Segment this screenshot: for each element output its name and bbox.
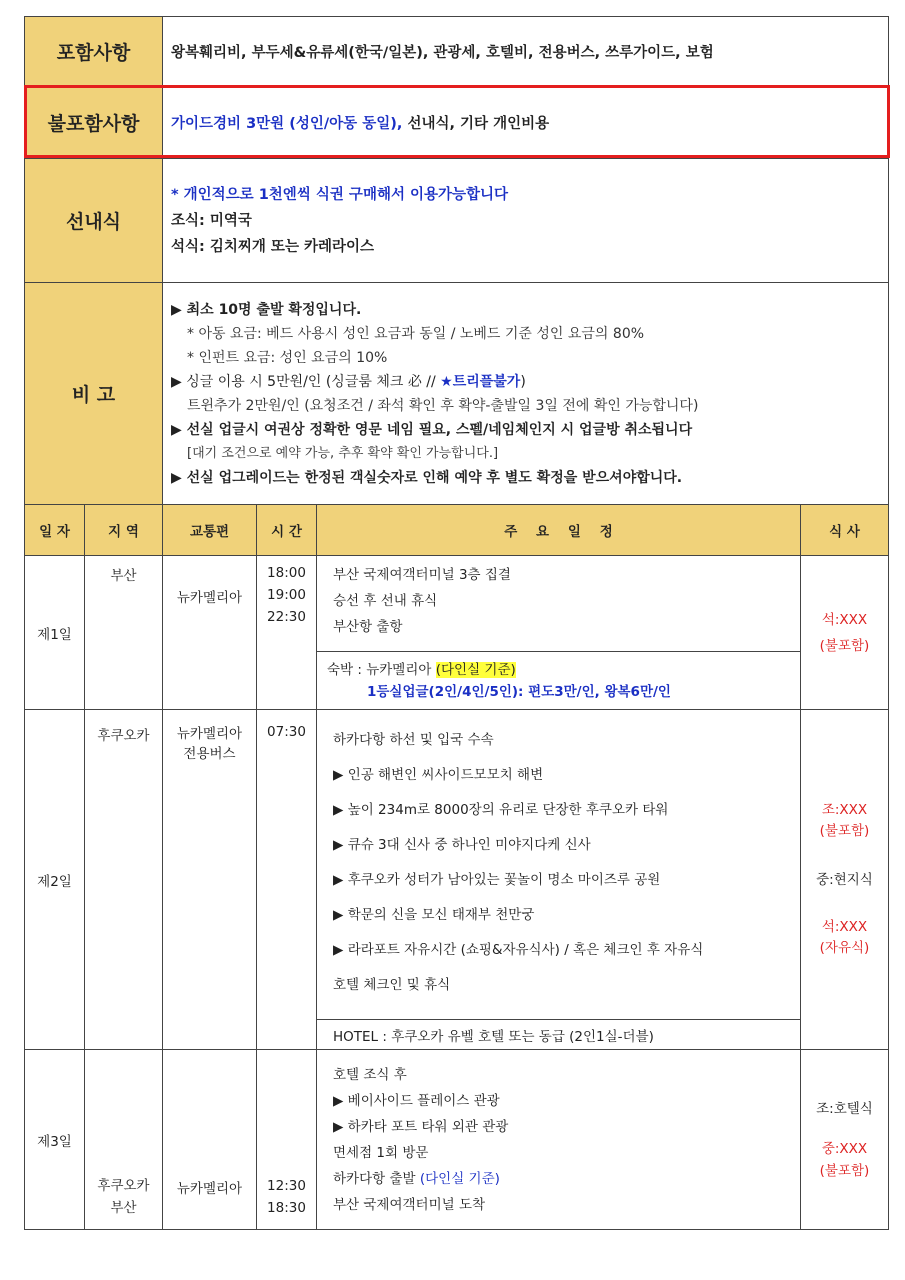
day3-region (85, 1050, 163, 1230)
remarks-twin-add: 트윈추가 2만원/인 (요청조건 / 좌석 확인 후 확약-출발일 3일 전에 확인 가능합니다) (187, 397, 699, 414)
remarks-child-rate: * 아동 요금: 베드 사용시 성인 요금과 동일 / 노베드 기준 성인 요금의 80% (187, 325, 645, 342)
day2-item-6: ▶ 학문의 신을 모신 태재부 천만궁 (333, 903, 800, 927)
excluded-row (25, 87, 889, 159)
remarks-single-b: ★트리플불가 (440, 373, 521, 390)
day3-meal (801, 1050, 889, 1230)
excluded-text-blue: 가이드경비 3만원 (성인/아동 동일), (171, 116, 403, 132)
day3-region-1: 후쿠오카 (97, 1178, 150, 1194)
header-itinerary: 주 요 일 정 (317, 505, 801, 556)
day3-item-3: ▶ 하카타 포트 타워 외관 관광 (333, 1118, 509, 1135)
included-text: 왕복훼리비, 부두세&유류세(한국/일본), 관광세, 호텔비, 전용버스, 쓰루가이드, 보험 (163, 17, 889, 87)
day3-row (25, 1050, 889, 1230)
header-region: 지 역 (85, 505, 163, 556)
header-meal: 식 사 (801, 505, 889, 556)
day2-item-4: ▶ 큐슈 3대 신사 중 하나인 미야지다케 신사 (333, 833, 800, 857)
day1-meal-1: 석:XXX (821, 611, 868, 628)
day2-item-3: ▶ 높이 234m로 8000장의 유리로 단장한 후쿠오카 타워 (333, 798, 800, 822)
onboard-meal-content (163, 159, 889, 283)
itinerary-document (24, 16, 888, 1230)
onboard-dinner: 석식: 김치찌개 또는 카레라이스 (171, 238, 375, 255)
day3-items (317, 1050, 801, 1230)
day1-label: 제1일 (25, 556, 85, 710)
day3-meal-1: 조:호텔식 (816, 1100, 873, 1117)
day1-times (257, 556, 317, 710)
day1-time-2: 19:00 (267, 587, 306, 603)
day3-transport: 뉴카멜리아 (163, 1050, 257, 1230)
onboard-meal-note: * 개인적으로 1천엔씩 식권 구매해서 이용가능합니다 (171, 186, 509, 203)
remarks-row (25, 283, 889, 505)
included-row (25, 17, 889, 87)
onboard-meal-row (25, 159, 889, 283)
excluded-text-rest: 선내식, 기타 개인비용 (402, 116, 550, 132)
schedule-table (24, 504, 889, 1230)
day2-item-2: ▶ 인공 해변인 씨사이드모모치 해변 (333, 763, 800, 787)
header-day: 일 자 (25, 505, 85, 556)
day3-label: 제3일 (25, 1050, 85, 1230)
day1-stay-b: (다인실 기준) (435, 661, 516, 678)
day3-meal-2: 중:XXX (821, 1140, 868, 1157)
day1-row (25, 556, 889, 652)
schedule-header-row (25, 505, 889, 556)
day1-meal-2: (불포함) (819, 637, 870, 654)
day2-transport-1: 뉴카멜리아 (176, 726, 243, 742)
day2-meal-4: 석:XXX (821, 919, 868, 935)
day1-transport: 뉴카멜리아 (163, 556, 257, 710)
remarks-single-c: ) (520, 373, 526, 390)
remarks-content (163, 283, 889, 505)
day2-meal-5: (자유식) (819, 940, 870, 956)
day3-region-2: 부산 (110, 1200, 137, 1216)
header-transport: 교통편 (163, 505, 257, 556)
info-table (24, 16, 889, 505)
day2-time: 07:30 (257, 710, 317, 1050)
day3-time-2: 18:30 (267, 1200, 306, 1216)
remarks-single (171, 370, 880, 394)
day1-stay-line (327, 659, 800, 681)
remarks-single-a: ▶ 싱글 이용 시 5만원/인 (싱글룸 체크 必 // (171, 373, 441, 390)
day1-time-3: 22:30 (267, 609, 306, 625)
day3-item-4: 면세점 1회 방문 (333, 1144, 429, 1161)
remarks-label: 비 고 (25, 283, 163, 505)
header-time: 시 간 (257, 505, 317, 556)
day3-depart-a: 하카다항 출발 (333, 1170, 420, 1187)
day2-transport (163, 710, 257, 1050)
day3-times (257, 1050, 317, 1230)
day1-region: 부산 (85, 556, 163, 710)
day3-depart (333, 1166, 800, 1192)
day1-meal (801, 556, 889, 710)
remarks-upgrade-confirm: ▶ 선실 업그레이드는 한정된 객실숫자로 인해 예약 후 별도 확정을 받으셔야합니다. (171, 469, 683, 486)
day1-items (317, 556, 801, 652)
day2-item-8: 호텔 체크인 및 휴식 (333, 977, 451, 993)
day1-item-3: 부산항 출항 (333, 619, 403, 635)
day2-item-1: 하카다항 하선 및 입국 수속 (333, 732, 494, 748)
day3-depart-b: (다인실 기준) (419, 1170, 500, 1187)
day1-item-1: 부산 국제여객터미널 3층 집결 (333, 567, 511, 583)
day2-meal (801, 710, 889, 1050)
day2-row (25, 710, 889, 1020)
day2-label: 제2일 (25, 710, 85, 1050)
day2-item-7: ▶ 라라포트 자유시간 (쇼핑&자유식사) / 혹은 체크인 후 자유식 (333, 938, 800, 962)
remarks-infant-rate: * 인펀트 요금: 성인 요금의 10% (187, 349, 388, 366)
included-label: 포함사항 (25, 17, 163, 87)
day3-item-1: 호텔 조식 후 (333, 1066, 407, 1083)
day2-hotel: HOTEL : 후쿠오카 유벨 호텔 또는 동급 (2인1실-더블) (317, 1020, 801, 1050)
remarks-upgrade-passport: ▶ 선실 업글시 여권상 정확한 영문 네임 필요, 스펠/네임체인지 시 업글방 취소됩니다 (171, 421, 693, 438)
day2-meal-3: 중:현지식 (816, 872, 873, 888)
excluded-label: 불포함사항 (25, 87, 163, 159)
day1-time-1: 18:00 (267, 565, 306, 581)
day1-stay-a: 숙박 : 뉴카멜리아 (327, 661, 436, 678)
remarks-min-departure: ▶ 최소 10명 출발 확정입니다. (171, 301, 362, 318)
day3-time-1: 12:30 (267, 1178, 306, 1194)
day3-meal-3: (불포함) (819, 1162, 870, 1179)
onboard-breakfast: 조식: 미역국 (171, 212, 252, 229)
day2-items (317, 710, 801, 1020)
day3-item-2: ▶ 베이사이드 플레이스 관광 (333, 1092, 500, 1109)
excluded-text (163, 87, 889, 159)
day2-region: 후쿠오카 (85, 710, 163, 1050)
day2-meal-2: (불포함) (819, 823, 870, 839)
onboard-meal-label: 선내식 (25, 159, 163, 283)
day1-stay (317, 652, 801, 710)
day1-upgrade: 1등실업글(2인/4인/5인): 편도3만/인, 왕복6만/인 (367, 683, 671, 700)
day2-meal-1: 조:XXX (821, 802, 868, 818)
day3-arrive: 부산 국제여객터미널 도착 (333, 1196, 486, 1213)
remarks-waitlist: [대기 조건으로 예약 가능, 추후 확약 확인 가능합니다.] (187, 445, 499, 461)
day2-transport-2: 전용버스 (183, 746, 236, 762)
day2-item-5: ▶ 후쿠오카 성터가 남아있는 꽃놀이 명소 마이즈루 공원 (333, 868, 800, 892)
day1-item-2: 승선 후 선내 휴식 (333, 593, 438, 609)
